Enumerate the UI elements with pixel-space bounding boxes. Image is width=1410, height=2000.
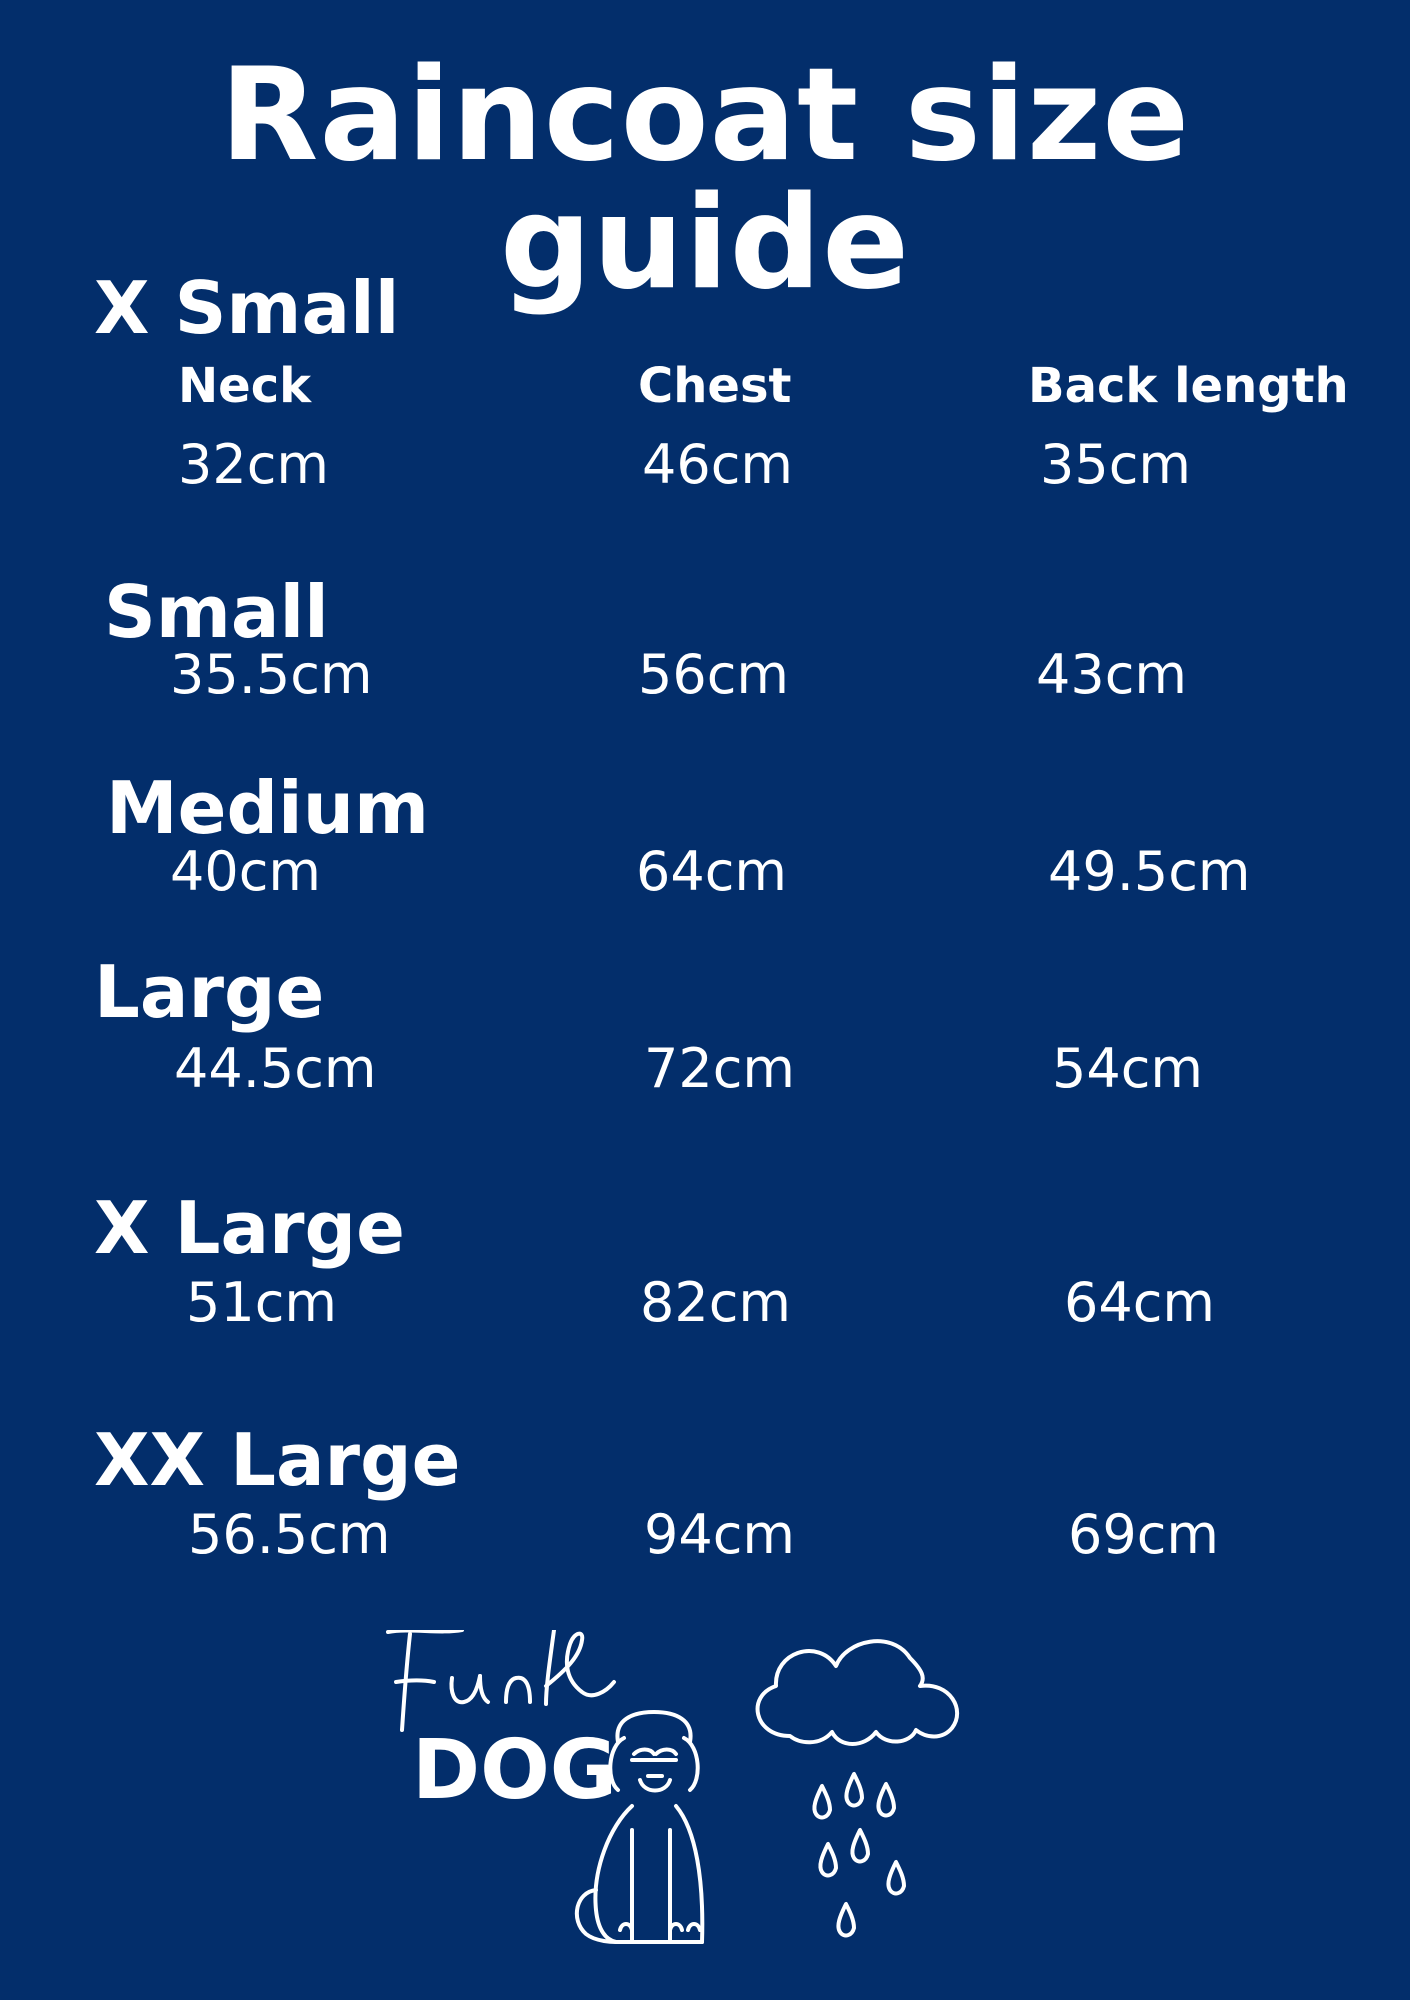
value-medium-back-length: 49.5cm (1048, 840, 1251, 903)
column-header-neck: Neck (178, 358, 312, 414)
value-medium-chest: 64cm (636, 840, 788, 903)
size-name-x-small: X Small (94, 266, 400, 350)
size-name-x-large: X Large (94, 1186, 405, 1270)
value-x-large-chest: 82cm (640, 1271, 792, 1334)
value-large-chest: 72cm (644, 1037, 796, 1100)
value-xx-large-neck: 56.5cm (188, 1503, 391, 1566)
value-x-small-back-length: 35cm (1040, 433, 1192, 496)
value-x-small-chest: 46cm (642, 433, 794, 496)
value-large-neck: 44.5cm (174, 1037, 377, 1100)
value-xx-large-chest: 94cm (644, 1503, 796, 1566)
value-x-large-neck: 51cm (186, 1271, 338, 1334)
funk-dog-logo (370, 1630, 1050, 1970)
size-name-xx-large: XX Large (94, 1418, 461, 1502)
value-x-small-neck: 32cm (178, 433, 330, 496)
column-header-chest: Chest (638, 358, 792, 414)
size-name-large: Large (94, 950, 325, 1034)
rain-cloud-icon (758, 1641, 958, 1935)
page-title: Raincoat size guide (219, 41, 1191, 318)
value-large-back-length: 54cm (1052, 1037, 1204, 1100)
size-name-medium: Medium (106, 766, 429, 850)
funk-script-lettering (388, 1630, 614, 1730)
column-header-back-length: Back length (1028, 358, 1349, 414)
value-medium-neck: 40cm (170, 840, 322, 903)
value-xx-large-back-length: 69cm (1068, 1503, 1220, 1566)
value-small-chest: 56cm (638, 643, 790, 706)
logo-word: DOG (412, 1723, 618, 1818)
size-name-small: Small (104, 570, 329, 654)
value-x-large-back-length: 64cm (1064, 1271, 1216, 1334)
value-small-back-length: 43cm (1036, 643, 1188, 706)
value-small-neck: 35.5cm (170, 643, 373, 706)
